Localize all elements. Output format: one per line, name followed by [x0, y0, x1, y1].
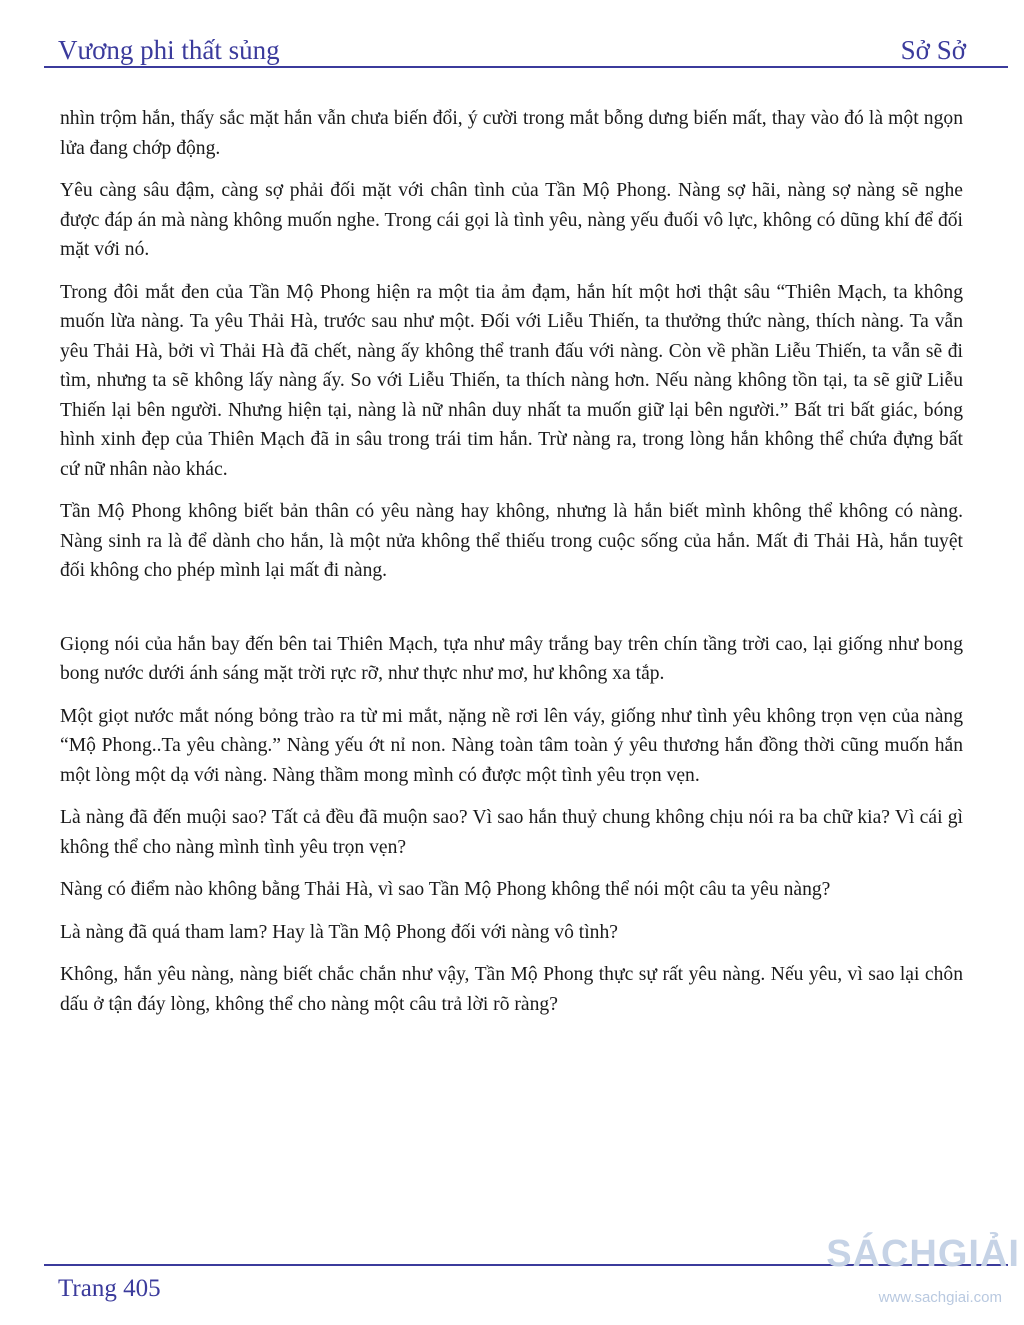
book-title: Vương phi thất sủng: [58, 35, 280, 65]
paragraph: nhìn trộm hắn, thấy sắc mặt hắn vẫn chưa biến đổi, ý cười trong mắt bỗng dưng biến mất, thay vào đó là một ngọn lửa đang chớp động.: [60, 108, 963, 159]
paragraph: Nàng có điểm nào không bằng Thải Hà, vì sao Tần Mộ Phong không thể nói một câu ta yêu nàng?: [60, 879, 831, 900]
paragraph: Yêu càng sâu đậm, càng sợ phải đối mặt với chân tình của Tần Mộ Phong. Nàng sợ hãi, nàng sợ nàng sẽ nghe được đáp án mà nàng không muốn nghe. Trong cái gọi là tình yêu, nàng yếu đuối vô lực, không có dũng khí để đối mặt với nó.: [60, 180, 963, 260]
paragraph: Là nàng đã quá tham lam? Hay là Tần Mộ Phong đối với nàng vô tình?: [60, 921, 618, 943]
page-header: [58, 22, 966, 66]
header-divider: [44, 66, 1008, 68]
page-body: [60, 104, 963, 1032]
watermark-url: www.sachgiai.com: [878, 1289, 1002, 1306]
page-number: Trang 405: [58, 1275, 161, 1302]
paragraph: Giọng nói của hắn bay đến bên tai Thiên Mạch, tựa như mây trắng bay trên chín tầng trời cao, lại giống như bong bong nước dưới ánh sáng mặt trời rực rỡ, như thực như mơ, hư không xa tắp.: [60, 633, 963, 684]
paragraph: Không, hắn yêu nàng, nàng biết chắc chắn như vậy, Tần Mộ Phong thực sự rất yêu nàng. Nếu yêu, vì sao lại chôn dấu ở tận đáy lòng, không thể cho nàng một câu trả lời rõ ràng?: [60, 964, 963, 1015]
watermark: [820, 1233, 1020, 1313]
watermark-logo: SÁCHGIẢI: [826, 1233, 1020, 1275]
paragraph: Là nàng đã đến muội sao? Tất cả đều đã muộn sao? Vì sao hắn thuỷ chung không chịu nói ra ba chữ kia? Vì cái gì không thể cho nàng mình tình yêu trọn vẹn?: [60, 807, 963, 858]
paragraph: Một giọt nước mắt nóng bỏng trào ra từ mi mắt, nặng nề rơi lên váy, giống như tình yêu không trọn vẹn của nàng “Mộ Phong..Ta yêu chàng.” Nàng yếu ớt nỉ non. Nàng toàn tâm toàn ý yêu thương hắn đồng thời cũng muốn hắn một lòng một dạ với nàng. Nàng thầm mong mình có được một tình yêu trọn vẹn.: [60, 705, 963, 786]
paragraph: Tần Mộ Phong không biết bản thân có yêu nàng hay không, nhưng là hắn biết mình không thể không có nàng. Nàng sinh ra là để dành cho hắn, là một nửa không thể thiếu trong cuộc sống của hắn. Mất đi Thải Hà, hắn tuyệt đối không cho phép mình lại mất đi nàng.: [60, 501, 963, 581]
paragraph: Trong đôi mắt đen của Tần Mộ Phong hiện ra một tia ảm đạm, hắn hít một hơi thật sâu “Thiên Mạch, ta không muốn lừa nàng. Ta yêu Thải Hà, trước sau như một. Đối với Liễu Thiến, ta thưởng thức nàng, thích nàng. Ta vẫn yêu Thải Hà, bởi vì Thải Hà đã chết, nàng ấy không thể tranh đấu với nàng. Còn về phần Liễu Thiến, ta vẫn sẽ đi tìm, nhưng ta sẽ không lấy nàng ấy. So với Liễu Thiến, ta thích nàng hơn. Nếu nàng không tồn tại, ta sẽ giữ Liễu Thiến lại bên người. Nhưng hiện tại, nàng là nữ nhân duy nhất ta muốn giữ lại bên người.” Bất tri bất giác, bóng hình xinh đẹp của Thiên Mạch đã in sâu trong trái tim hắn. Trừ nàng ra, trong lòng hắn không thể chứa đựng bất cứ nữ nhân nào khác.: [60, 281, 963, 480]
author-name: Sở Sở: [900, 35, 966, 65]
